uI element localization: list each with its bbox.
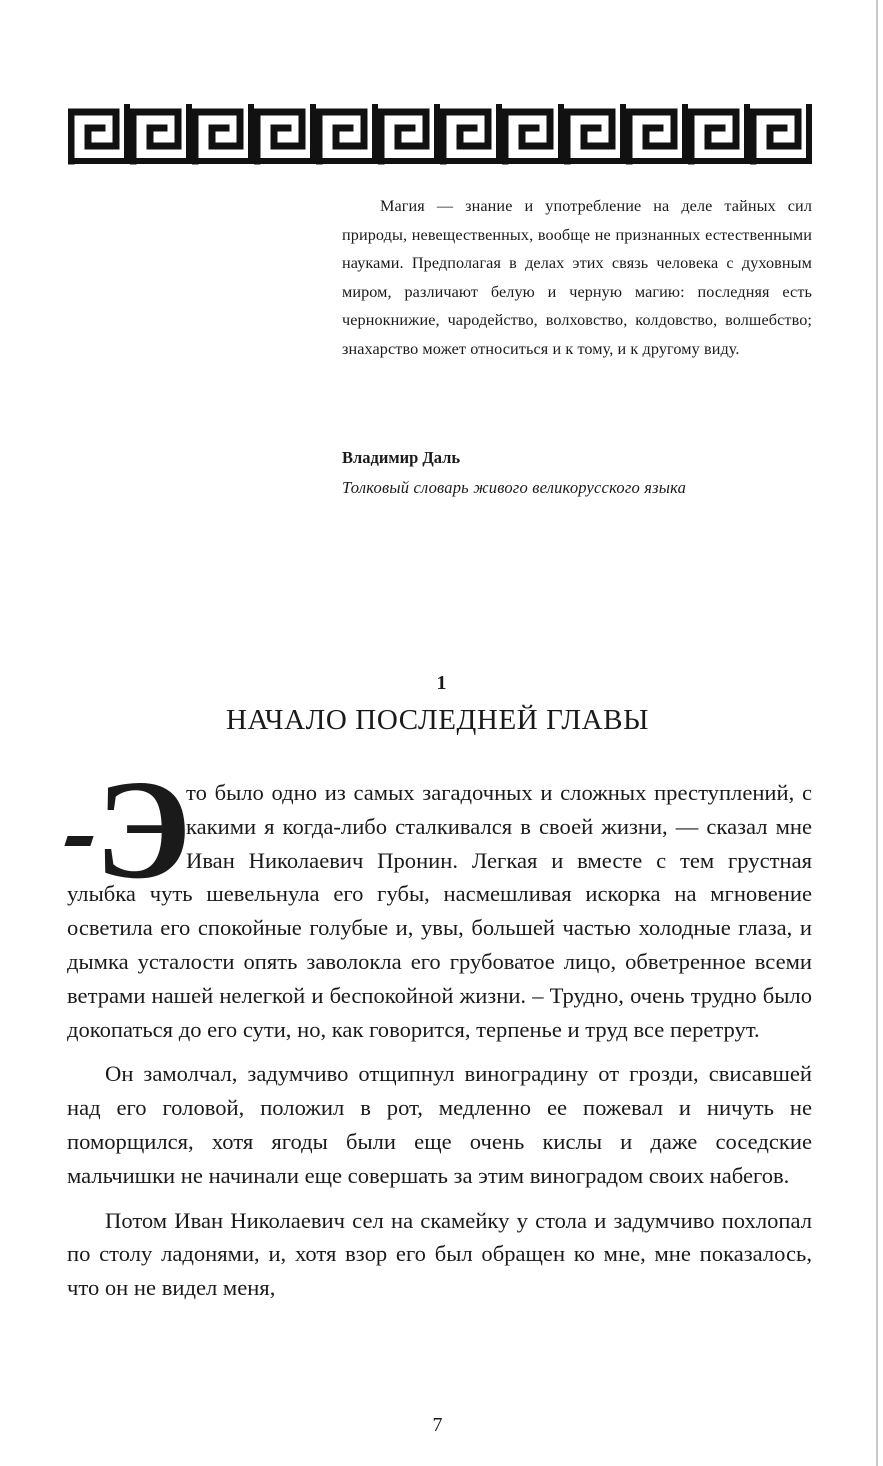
chapter-title: НАЧАЛО ПОСЛЕДНЕЙ ГЛАВЫ [225, 704, 650, 736]
epigraph-author: Владимир Даль [342, 448, 461, 467]
chapter-number: 1 [436, 672, 447, 694]
epigraph-text: Магия — знание и употребление на деле тайных сил природы, невещественных, вообще не признанных естественными науками. Предполагая в делах этих связь человека с духовным миром, различают белую и черную магию: последняя есть чернокнижие, чародейство, волховство, колдовство, волшебство; знахарство может относиться и к тому, и к другому виду. [342, 197, 812, 358]
paragraph-2: Он замолчал, задумчиво отщипнул виноградину от грозди, свисавшей над его головой, положил в рот, медленно ее пожевал и ничуть не поморщился, хотя ягоды были еще очень кислы и даже соседские мальчишки не начинали еще совершать за этим виноградом своих набегов. [67, 1061, 812, 1188]
paragraph-3: Потом Иван Николаевич сел на скамейку у стола и задумчиво похлопал по столу ладонями, и, хотя взор его был обращен ко мне, мне показалось, что он не видел меня, [67, 1207, 812, 1301]
greek-key-border [68, 102, 812, 166]
paragraph-1: то было одно из самых загадочных и сложных преступлений, с какими я когда-либо сталкивался в своей жизни, — сказал мне Иван Николаевич Пронин. Легкая и вместе с тем грустная улыбка чуть шевельнула его губы, насмешливая искорка на мгновение осветила его спокойные голубые и, увы, большей частью холодные глаза, и дымка усталости опять заволокла его грубоватое лицо, обветренное всеми ветрами нашей нелегкой и беспокойной жизни. – Трудно, очень трудно было докопаться до его сути, но, как говорится, терпенье и труд все перетрут. [67, 780, 812, 1042]
body-text [67, 776, 812, 1305]
drop-cap: Э [95, 750, 192, 908]
epigraph-source: Толковый словарь живого великорусского языка [342, 478, 687, 497]
page-number: 7 [432, 1414, 443, 1436]
page-edge [876, 0, 878, 1466]
